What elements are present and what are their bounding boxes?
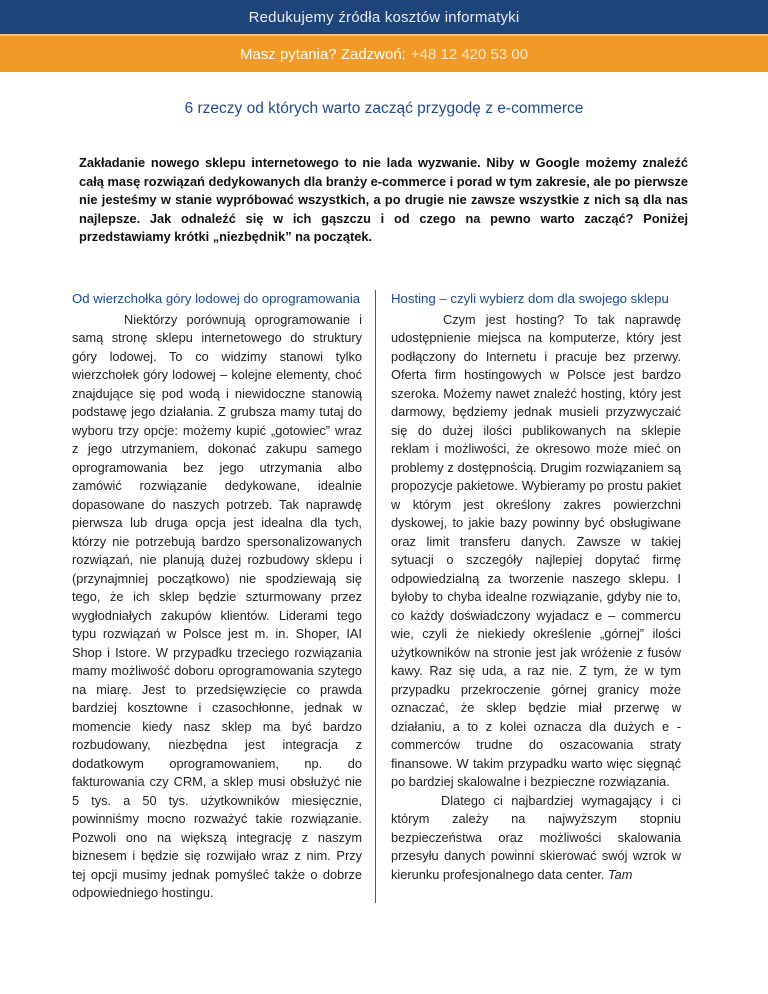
banner-text: Redukujemy źródła kosztów informatyki — [248, 8, 520, 26]
left-column-heading: Od wierzchołka góry lodowej do oprogramowania — [72, 291, 361, 306]
contact-label: Masz pytania? Zadzwoń: — [239, 45, 406, 63]
contact-phone-link[interactable]: +48 12 420 53 00 — [410, 45, 529, 63]
right-column-body-2-tail: Tam — [608, 866, 633, 882]
right-column-heading: Hosting – czyli wybierz dom dla swojego sklepu — [391, 291, 669, 306]
left-column — [72, 290, 376, 903]
page-title: 6 rzeczy od których warto zacząć przygodę z e-commerce — [184, 100, 584, 117]
right-column-body-1: Czym jest hosting? To tak naprawdę udostępnienie miejsca na komputerze, który jest podłączony do Internetu i pracuje bez przerwy. Oferta firm hostingowych w Polsce jest bardzo szeroka. Możemy nawet znaleźć hosting, który jest darmowy, będziemy jednak musieli przyzwyczaić się do dużej ilości publikowanych na sklepie reklam i możliwości, że okresowo może mieć on problemy z dostępnością. Drugim rozwiązaniem są propozycje pakietowe. Wybieramy po prostu pakiet w którym jest określony zakres powierzchni dyskowej, to jakie bazy powinny być obsługiwane oraz limit transferu danych. Zawsze w takiej sytuacji o szczegóły najlepiej dopytać firmę odpowiedzialną za tworzenie naszego sklepu. I byłoby to chyba idealne rozwiązanie, gdyby nie to, co każdy doświadczony wyjadacz e – commercu wie, czyli że niekiedy określenie „górnej” ilości użytkowników na stronie jest jak wróżenie z fusów kawy. Raz się uda, a raz nie. Z tym, że w tym przypadku przekroczenie górnej granicy może oznaczać, że sklep będzie miał przerwę w działaniu, a to z kolei oznacza dla dużych e - commerców trudne do oszacowania straty finansowe. W takim przypadku warto więc sięgnąć po bardziej skalowalne i bezpieczne rozwiązania. — [391, 311, 681, 789]
left-column-body: Niektórzy porównują oprogramowanie i samą stronę sklepu internetowego do struktury góry lodowej. To co widzimy stanowi tylko wierzchołek góry lodowej – kolejne elementy, choć znajdujące się pod wodą i niewidoczne stanowią podstawę jego działania. Z grubsza mamy tutaj do wyboru trzy opcje: możemy kupić „gotowiec” wraz z jego utrzymaniem, dokonać zakupu samego oprogramowania bez jego utrzymania albo zamówić rozwiązanie dedykowane, idealnie dopasowane do naszych potrzeb. Tak naprawdę pierwsza lub druga opcja jest idealna dla tych, którzy nie potrzebują bardzo spersonalizowanych rozwiązań, nie planują dużej rozbudowy sklepu i (przynajmniej początkowo) nie spodziewają się tego, że ich sklep będzie szturmowany przez wygłodniałych zakupów klientów. Liderami tego typu rozwiązań w Polsce jest m. in. Shoper, IAI Shop i Istore. W przypadku trzeciego rozwiązania mamy możliwość doboru oprogramowania szytego na miarę. Jest to przedsięwzięcie co prawda bardziej kosztowne i czasochłonne, jednak w momencie kiedy nasz sklep ma być bardzo rozbudowany, niezbędna jest integracja z dodatkowym oprogramowaniem, np. do fakturowania czy CRM, a sklep musi obsłużyć nie 5 tys. a 50 tys. użytkowników miesięcznie, powinniśmy mocno rozważyć takie rozwiązanie. Pozwoli ono na większą integrację z naszym biznesem i będzie się rozwijało wraz z nim. Przy tej opcji musimy jednak pomyśleć także o dobrze odpowiedniego hostingu. — [72, 311, 362, 900]
intro-paragraph: Zakładanie nowego sklepu internetowego to nie lada wyzwanie. Niby w Google możemy znaleźć całą masę rozwiązań dedykowanych dla branży e-commerce i porad w tym zakresie, ale po pierwsze nie jesteśmy w stanie wypróbować wszystkich, a po drugie nie zawsze wszystkie z nich są dla nas najlepsze. Jak odnaleźć się w ich gąszczu i od czego na pewno warto zacząć? Poniżej przedstawiamy krótki „niezbędnik” na początek. — [79, 155, 688, 244]
top-banner — [0, 0, 768, 34]
right-column — [376, 290, 681, 903]
contact-bar — [0, 34, 768, 72]
right-column-body-2-text: Dlatego ci najbardziej wymagający i ci którym zależy na najwyższym stopniu bezpieczeństwa oraz możliwości skalowania przesyłu danych powinni skierować swój wzrok w kierunku profesjonalnego data center. — [391, 792, 681, 882]
article-columns — [72, 290, 700, 903]
right-column-body-2 — [391, 792, 681, 885]
